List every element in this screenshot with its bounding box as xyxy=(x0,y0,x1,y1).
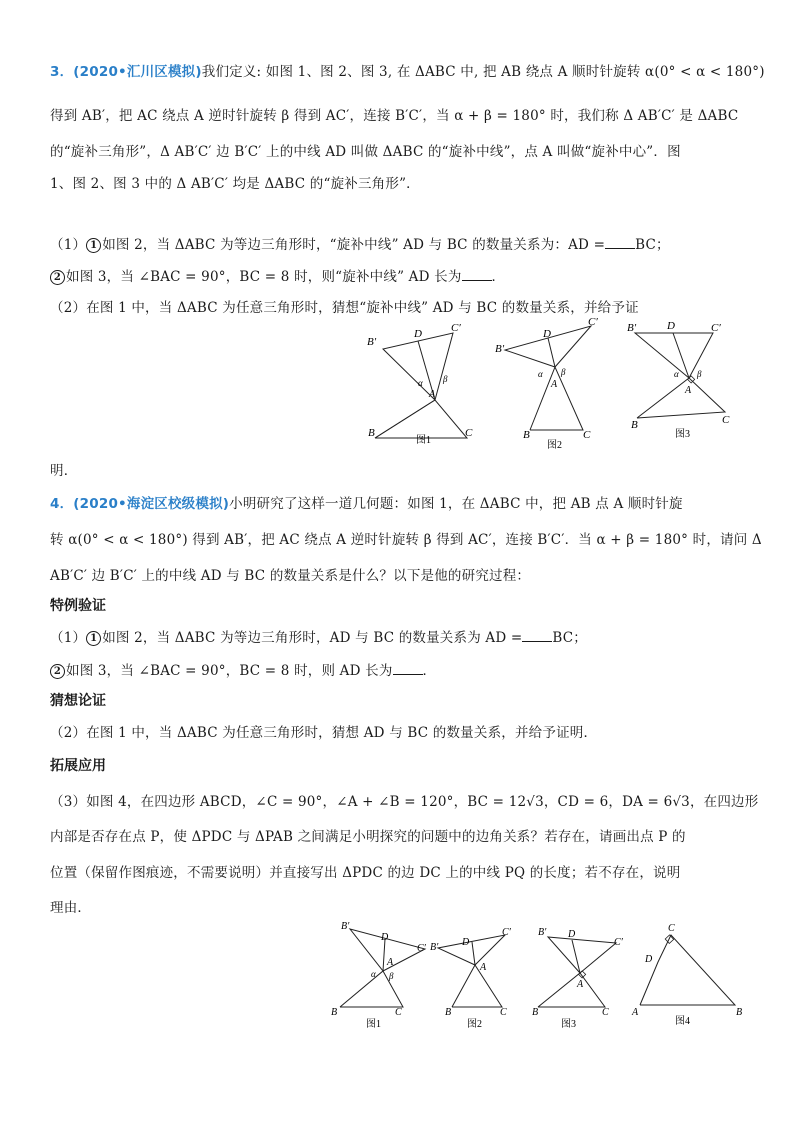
label-b: B xyxy=(368,427,375,439)
label-b: B xyxy=(331,1007,338,1018)
label-c: C xyxy=(668,923,675,934)
q3-line-1 xyxy=(50,60,765,80)
label-b-prime: B′ xyxy=(430,942,439,953)
q4-part1-a-text: 如图 2，当 ΔABC 为等边三角形时，AD 与 BC 的数量关系为 AD = xyxy=(102,630,523,646)
label-d: D xyxy=(645,954,653,965)
q3-part1-b xyxy=(50,265,505,285)
q3-part1-a-end: BC； xyxy=(635,237,670,253)
q4-figure-3 xyxy=(532,927,624,1030)
caption-figure-3: 图3 xyxy=(561,1019,576,1030)
label-beta: β xyxy=(443,374,448,384)
label-a: A xyxy=(480,962,487,973)
label-c-prime: C′ xyxy=(451,322,461,334)
q4-part1-b-end: ． xyxy=(422,663,437,679)
q3-figure-3 xyxy=(627,320,730,440)
circled-number-1: 1 xyxy=(86,631,101,646)
q3-line-2: 得到 AB′，把 AC 绕点 A 逆时针旋转 β 得到 AC′，连接 B′C′，当 α + β = 180° 时，我们称 Δ AB′C′ 是 ΔABC xyxy=(50,108,739,124)
circled-number-1: 1 xyxy=(86,238,101,253)
label-d: D xyxy=(568,929,576,940)
caption-figure-1: 图1 xyxy=(366,1019,381,1030)
q3-part2: （2）在图 1 中，当 ΔABC 为任意三角形时，猜想“旋补中线” AD 与 BC 的数量关系，并给予证 xyxy=(50,300,639,316)
q4-figures xyxy=(325,915,775,1035)
label-d: D xyxy=(667,320,675,332)
answer-blank xyxy=(462,279,492,281)
label-c-prime: C′ xyxy=(711,322,721,334)
label-d: D xyxy=(543,328,551,340)
q4-number: 4． xyxy=(50,496,74,512)
label-b-prime: B′ xyxy=(495,343,505,355)
q3-line-3: 的“旋补三角形”，Δ AB′C′ 边 B′C′ 上的中线 AD 叫做 ΔABC 的“旋补中线”，点 A 叫做“旋补中心”．图 xyxy=(50,144,681,160)
label-beta: β xyxy=(561,367,566,377)
label-d: D xyxy=(462,937,470,948)
label-c: C xyxy=(583,429,591,441)
label-a: A xyxy=(577,979,584,990)
label-b-prime: B′ xyxy=(627,322,637,334)
q4-figure-4 xyxy=(631,923,742,1027)
q4-part1-a-end: BC； xyxy=(552,630,587,646)
q4-line-2: 转 α(0° < α < 180°) 得到 AB′，把 AC 绕点 A 逆时针旋转 β 得到 AC′，连接 B′C′．当 α + β = 180° 时，请问 Δ xyxy=(50,532,762,548)
q4-part1-a xyxy=(50,626,587,646)
label-c: C xyxy=(722,414,730,426)
q3-part1-b-text: 如图 3，当 ∠BAC = 90°，BC = 8 时，则“旋补中线” AD 长为 xyxy=(66,269,462,285)
label-a: A xyxy=(387,957,394,968)
label-alpha: α xyxy=(538,369,543,379)
q3-line-4: 1、图 2、图 3 中的 Δ AB′C′ 均是 ΔABC 的“旋补三角形”． xyxy=(50,176,420,192)
q4-source: (2020•海淀区校级模拟) xyxy=(73,496,230,512)
label-a: A xyxy=(632,1007,639,1018)
label-c-prime: C′ xyxy=(614,937,623,948)
q4-part2: （2）在图 1 中，当 ΔABC 为任意三角形时，猜想 AD 与 BC 的数量关系，并给予证明． xyxy=(50,725,598,741)
q4-part1-b-text: 如图 3，当 ∠BAC = 90°，BC = 8 时，则 AD 长为 xyxy=(66,663,393,679)
label-d: D xyxy=(381,932,389,943)
label-alpha: α xyxy=(674,369,679,379)
label-a: A xyxy=(551,379,558,390)
q4-part3-line-2: 内部是否存在点 P，使 ΔPDC 与 ΔPAB 之间满足小明探究的问题中的边角关系？若存在，请画出点 P 的 xyxy=(50,829,686,845)
label-beta: β xyxy=(697,369,702,379)
q4-figure-1 xyxy=(331,921,427,1030)
q3-figures xyxy=(355,315,755,455)
q4-figure-2 xyxy=(430,927,512,1030)
q3-part1-b-end: ． xyxy=(491,269,506,285)
label-beta: β xyxy=(389,971,394,981)
label-alpha: α xyxy=(371,969,376,979)
label-alpha: α xyxy=(418,378,423,388)
label-c: C xyxy=(500,1007,507,1018)
heading-extension: 拓展应用 xyxy=(50,758,106,774)
label-c-prime: C′ xyxy=(417,943,426,954)
label-c: C xyxy=(465,427,473,439)
q4-part3-line-1: （3）如图 4，在四边形 ABCD，∠C = 90°，∠A + ∠B = 120°，BC = 12√3，CD = 6，DA = 6√3，在四边形 xyxy=(50,794,759,810)
label-c: C xyxy=(395,1007,402,1018)
label-b: B xyxy=(445,1007,452,1018)
answer-blank xyxy=(522,640,552,642)
label-c-prime: C′ xyxy=(588,316,598,328)
label-a: A xyxy=(685,385,692,396)
answer-blank xyxy=(605,247,635,249)
q4-part1-b xyxy=(50,659,436,679)
q4-line-1 xyxy=(50,492,683,512)
caption-figure-4: 图4 xyxy=(675,1016,690,1027)
caption-figure-2: 图2 xyxy=(547,440,562,451)
label-a: A xyxy=(429,389,436,400)
q3-figure-1 xyxy=(367,322,473,446)
q3-part1-a-text: 如图 2，当 ΔABC 为等边三角形时，“旋补中线” AD 与 BC 的数量关系为：AD = xyxy=(102,237,606,253)
label-b-prime: B′ xyxy=(341,921,350,932)
caption-figure-2: 图2 xyxy=(467,1019,482,1030)
q3-number: 3． xyxy=(50,64,74,80)
q4-part3-line-4: 理由． xyxy=(50,900,92,916)
label-b-prime: B′ xyxy=(538,927,547,938)
q4-part1-label: （1） xyxy=(50,630,87,646)
heading-special-case: 特例验证 xyxy=(50,598,106,614)
q4-part3-line-3: 位置（保留作图痕迹，不需要说明）并直接写出 ΔPDC 的边 DC 上的中线 PQ 的长度；若不存在，说明 xyxy=(50,865,681,881)
q4-text-1: 小明研究了这样一道几何题：如图 1，在 ΔABC 中，把 AB 点 A 顺时针旋 xyxy=(229,496,683,512)
q3-part2-end: 明． xyxy=(50,463,78,479)
answer-blank xyxy=(393,673,423,675)
label-d: D xyxy=(414,328,422,340)
circled-number-2: 2 xyxy=(50,664,65,679)
label-b: B xyxy=(523,429,530,441)
label-c: C xyxy=(602,1007,609,1018)
label-b: B xyxy=(736,1007,743,1018)
circled-number-2: 2 xyxy=(50,270,65,285)
q3-part1-a xyxy=(50,233,670,253)
heading-conjecture: 猜想论证 xyxy=(50,693,106,709)
label-c-prime: C′ xyxy=(502,927,511,938)
label-b-prime: B′ xyxy=(367,336,377,348)
q3-source: (2020•汇川区模拟) xyxy=(73,64,202,80)
caption-figure-3: 图3 xyxy=(675,429,690,440)
caption-figure-1: 图1 xyxy=(416,435,431,446)
q3-part1-label: （1） xyxy=(50,237,87,253)
label-b: B xyxy=(532,1007,539,1018)
label-b: B xyxy=(631,419,638,431)
q3-figure-2 xyxy=(495,316,598,451)
q4-line-3: AB′C′ 边 B′C′ 上的中线 AD 与 BC 的数量关系是什么？以下是他的研究过程： xyxy=(50,568,531,584)
q3-text-1: 我们定义: 如图 1、图 2、图 3, 在 ΔABC 中, 把 AB 绕点 A 顺时针旋转 α(0° < α < 180°) xyxy=(201,64,765,80)
